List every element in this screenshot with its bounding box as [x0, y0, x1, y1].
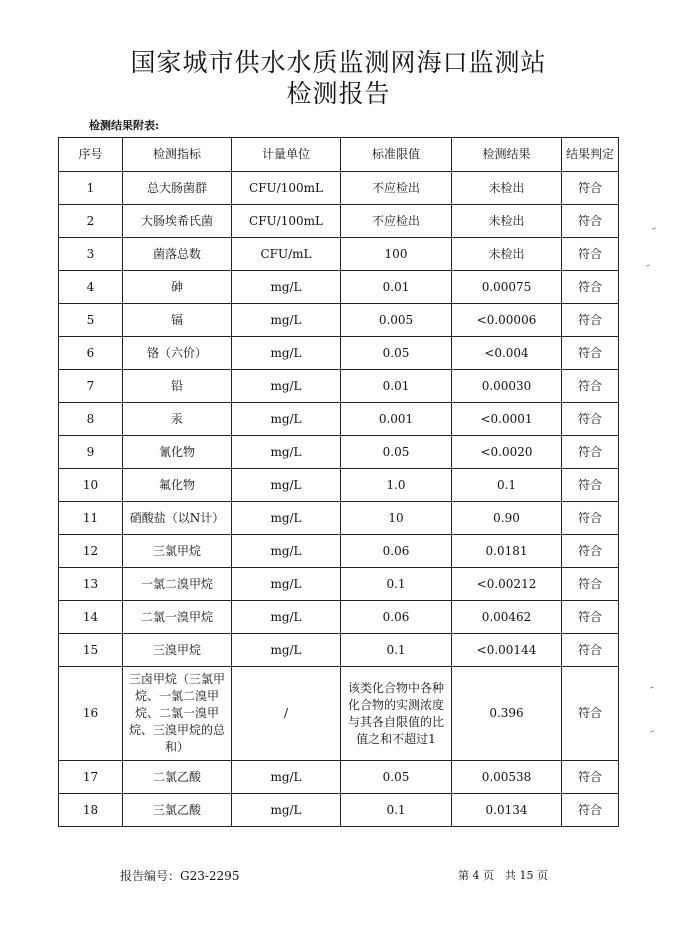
cell-result: 未检出 — [452, 205, 562, 238]
cell-item: 三氯乙酸 — [123, 794, 232, 827]
cell-unit: mg/L — [232, 271, 341, 304]
cell-item: 菌落总数 — [123, 238, 232, 271]
column-header: 检测指标 — [123, 138, 232, 172]
scan-speck — [650, 686, 654, 688]
cell-item: 铅 — [123, 370, 232, 403]
table-row — [59, 403, 619, 436]
cell-unit: mg/L — [232, 761, 341, 794]
cell-unit: mg/L — [232, 436, 341, 469]
cell-no: 2 — [59, 205, 123, 238]
cell-item: 一氯二溴甲烷 — [123, 568, 232, 601]
cell-limit: 该类化合物中各种化合物的实测浓度与其各自限值的比值之和不超过1 — [341, 667, 452, 761]
cell-limit: 0.1 — [341, 634, 452, 667]
cell-item: 氰化物 — [123, 436, 232, 469]
cell-verdict: 符合 — [562, 469, 619, 502]
cell-limit: 不应检出 — [341, 172, 452, 205]
cell-limit: 0.06 — [341, 535, 452, 568]
cell-limit: 0.001 — [341, 403, 452, 436]
cell-no: 7 — [59, 370, 123, 403]
cell-verdict: 符合 — [562, 634, 619, 667]
cell-limit: 0.05 — [341, 337, 452, 370]
cell-verdict: 符合 — [562, 601, 619, 634]
cell-verdict: 符合 — [562, 502, 619, 535]
cell-verdict: 符合 — [562, 271, 619, 304]
table-row — [59, 535, 619, 568]
cell-item: 氟化物 — [123, 469, 232, 502]
cell-result: 未检出 — [452, 238, 562, 271]
cell-unit: CFU/100mL — [232, 172, 341, 205]
cell-result: 未检出 — [452, 172, 562, 205]
table-row — [59, 337, 619, 370]
report-subtitle: 检测报告 — [286, 79, 391, 108]
cell-item: 二氯一溴甲烷 — [123, 601, 232, 634]
cell-no: 13 — [59, 568, 123, 601]
cell-item: 三氯甲烷 — [123, 535, 232, 568]
results-table — [58, 137, 619, 827]
cell-unit: mg/L — [232, 568, 341, 601]
cell-verdict: 符合 — [562, 370, 619, 403]
cell-unit: mg/L — [232, 304, 341, 337]
cell-unit: mg/L — [232, 601, 341, 634]
table-row — [59, 436, 619, 469]
cell-unit: mg/L — [232, 794, 341, 827]
cell-result: <0.0001 — [452, 403, 562, 436]
table-row — [59, 568, 619, 601]
cell-result: <0.00212 — [452, 568, 562, 601]
table-row — [59, 205, 619, 238]
cell-item: 三卤甲烷（三氯甲烷、一氯二溴甲烷、二氯一溴甲烷、三溴甲烷的总和） — [123, 667, 232, 761]
cell-no: 5 — [59, 304, 123, 337]
cell-verdict: 符合 — [562, 667, 619, 761]
cell-result: 0.00538 — [452, 761, 562, 794]
cell-no: 15 — [59, 634, 123, 667]
cell-unit: mg/L — [232, 337, 341, 370]
cell-item: 二氯乙酸 — [123, 761, 232, 794]
cell-verdict: 符合 — [562, 205, 619, 238]
table-row — [59, 304, 619, 337]
cell-limit: 0.05 — [341, 761, 452, 794]
cell-no: 1 — [59, 172, 123, 205]
cell-result: <0.004 — [452, 337, 562, 370]
cell-unit: mg/L — [232, 469, 341, 502]
cell-verdict: 符合 — [562, 535, 619, 568]
cell-result: <0.00144 — [452, 634, 562, 667]
table-row — [59, 794, 619, 827]
cell-no: 16 — [59, 667, 123, 761]
cell-limit: 100 — [341, 238, 452, 271]
cell-limit: 不应检出 — [341, 205, 452, 238]
cell-result: 0.90 — [452, 502, 562, 535]
cell-result: 0.396 — [452, 667, 562, 761]
cell-item: 镉 — [123, 304, 232, 337]
table-row — [59, 172, 619, 205]
table-row — [59, 370, 619, 403]
table-caption: 检测结果附表: — [89, 119, 160, 132]
report-title: 国家城市供水水质监测网海口监测站 — [130, 48, 547, 77]
cell-item: 硝酸盐（以N计） — [123, 502, 232, 535]
cell-no: 9 — [59, 436, 123, 469]
cell-no: 14 — [59, 601, 123, 634]
cell-item: 汞 — [123, 403, 232, 436]
cell-limit: 0.005 — [341, 304, 452, 337]
cell-result: <0.0020 — [452, 436, 562, 469]
column-header: 标准限值 — [341, 138, 452, 172]
cell-limit: 10 — [341, 502, 452, 535]
table-row — [59, 761, 619, 794]
cell-no: 10 — [59, 469, 123, 502]
cell-result: <0.00006 — [452, 304, 562, 337]
cell-result: 0.00030 — [452, 370, 562, 403]
cell-verdict: 符合 — [562, 172, 619, 205]
cell-no: 12 — [59, 535, 123, 568]
cell-verdict: 符合 — [562, 337, 619, 370]
column-header: 序号 — [59, 138, 123, 172]
cell-no: 11 — [59, 502, 123, 535]
cell-unit: mg/L — [232, 370, 341, 403]
cell-result: 0.0181 — [452, 535, 562, 568]
cell-item: 大肠埃希氏菌 — [123, 205, 232, 238]
cell-item: 三溴甲烷 — [123, 634, 232, 667]
table-header-row — [59, 138, 619, 172]
cell-result: 0.00462 — [452, 601, 562, 634]
cell-no: 17 — [59, 761, 123, 794]
cell-limit: 0.06 — [341, 601, 452, 634]
cell-verdict: 符合 — [562, 761, 619, 794]
cell-no: 6 — [59, 337, 123, 370]
cell-limit: 0.01 — [341, 271, 452, 304]
table-row — [59, 601, 619, 634]
cell-verdict: 符合 — [562, 568, 619, 601]
cell-limit: 0.05 — [341, 436, 452, 469]
cell-result: 0.0134 — [452, 794, 562, 827]
scan-speck — [652, 227, 656, 229]
page-number: 第 4 页 共 15 页 — [458, 869, 548, 882]
cell-unit: mg/L — [232, 403, 341, 436]
table-row — [59, 469, 619, 502]
cell-item: 砷 — [123, 271, 232, 304]
cell-item: 铬（六价） — [123, 337, 232, 370]
cell-unit: / — [232, 667, 341, 761]
cell-unit: mg/L — [232, 535, 341, 568]
cell-result: 0.1 — [452, 469, 562, 502]
table-row — [59, 502, 619, 535]
cell-limit: 1.0 — [341, 469, 452, 502]
cell-limit: 0.1 — [341, 568, 452, 601]
table-row — [59, 238, 619, 271]
scan-speck — [650, 730, 654, 732]
cell-item: 总大肠菌群 — [123, 172, 232, 205]
cell-verdict: 符合 — [562, 403, 619, 436]
table-row — [59, 667, 619, 761]
cell-verdict: 符合 — [562, 304, 619, 337]
table-row — [59, 271, 619, 304]
cell-no: 4 — [59, 271, 123, 304]
report-number: 报告编号：G23-2295 — [120, 869, 240, 883]
cell-limit: 0.01 — [341, 370, 452, 403]
column-header: 结果判定 — [562, 138, 619, 172]
cell-unit: mg/L — [232, 634, 341, 667]
cell-result: 0.00075 — [452, 271, 562, 304]
cell-verdict: 符合 — [562, 238, 619, 271]
scan-speck — [646, 264, 650, 266]
column-header: 计量单位 — [232, 138, 341, 172]
cell-no: 8 — [59, 403, 123, 436]
cell-limit: 0.1 — [341, 794, 452, 827]
cell-no: 18 — [59, 794, 123, 827]
cell-verdict: 符合 — [562, 436, 619, 469]
cell-unit: CFU/mL — [232, 238, 341, 271]
cell-unit: mg/L — [232, 502, 341, 535]
table-row — [59, 634, 619, 667]
cell-unit: CFU/100mL — [232, 205, 341, 238]
cell-verdict: 符合 — [562, 794, 619, 827]
column-header: 检测结果 — [452, 138, 562, 172]
cell-no: 3 — [59, 238, 123, 271]
